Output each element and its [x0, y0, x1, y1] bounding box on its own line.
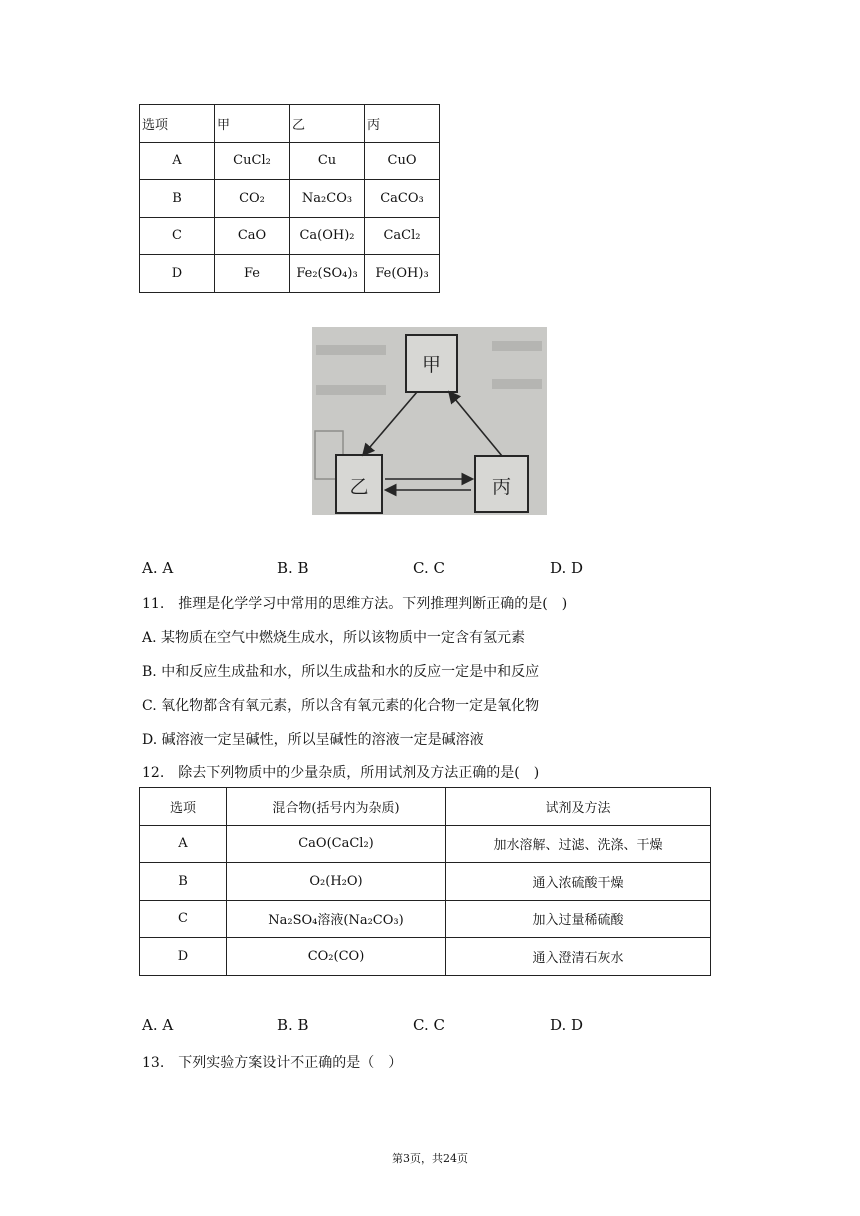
table-header-row [140, 788, 711, 826]
table-header-cell: 甲 [215, 105, 290, 143]
table-cell: D [140, 255, 215, 293]
table-cell: C [140, 900, 227, 938]
node-jia-label: 甲 [421, 354, 442, 376]
table-cell: A [140, 142, 215, 180]
table-row [140, 863, 711, 901]
table-cell: 加水溶解、过滤、洗涤、干燥 [446, 825, 711, 863]
table-row [140, 825, 711, 863]
table-cell: Na₂CO₃ [290, 180, 365, 218]
question-12-stem: 12. 除去下列物质中的少量杂质，所用试剂及方法正确的是( ) [142, 765, 540, 781]
table-cell: CuO [365, 142, 440, 180]
table-cell: CuCl₂ [215, 142, 290, 180]
option-d[interactable]: D. D [550, 1016, 584, 1034]
option-d[interactable]: D. D [550, 559, 584, 577]
table-header-cell: 选项 [140, 788, 227, 826]
table-cell: Na₂SO₄溶液(Na₂CO₃) [227, 900, 446, 938]
table-cell: D [140, 938, 227, 976]
table-header-cell: 丙 [365, 105, 440, 143]
table-cell: CaO(CaCl₂) [227, 825, 446, 863]
option-c[interactable]: C. C [413, 559, 445, 577]
table-row [140, 217, 440, 255]
table-cell: Fe(OH)₃ [365, 255, 440, 293]
option-b[interactable]: B. B [277, 1016, 309, 1034]
table-row [140, 900, 711, 938]
option-a[interactable]: A. A [142, 1016, 174, 1034]
table-header-cell: 乙 [290, 105, 365, 143]
table-header-cell: 试剂及方法 [446, 788, 711, 826]
table-cell: 通入澄清石灰水 [446, 938, 711, 976]
table-cell: 通入浓硫酸干燥 [446, 863, 711, 901]
table-cell: O₂(H₂O) [227, 863, 446, 901]
table-header-row [140, 105, 440, 143]
table-cell: C [140, 217, 215, 255]
node-yi-label: 乙 [349, 476, 369, 498]
table-cell: B [140, 180, 215, 218]
table-cell: CO₂(CO) [227, 938, 446, 976]
table-cell: 加入过量稀硫酸 [446, 900, 711, 938]
conversion-diagram [312, 327, 547, 515]
table-cell: CO₂ [215, 180, 290, 218]
table-header-cell: 选项 [140, 105, 215, 143]
table-row [140, 142, 440, 180]
table-cell: B [140, 863, 227, 901]
substance-table [139, 104, 440, 293]
question-11-choice-a[interactable]: A. 某物质在空气中燃烧生成水，所以该物质中一定含有氢元素 [142, 630, 526, 646]
question-11-choice-b[interactable]: B. 中和反应生成盐和水，所以生成盐和水的反应一定是中和反应 [142, 664, 540, 680]
table-header-cell: 混合物(括号内为杂质) [227, 788, 446, 826]
page-number: 第3页，共24页 [392, 1152, 468, 1165]
table-cell: CaCl₂ [365, 217, 440, 255]
table-cell: CaO [215, 217, 290, 255]
table-cell: A [140, 825, 227, 863]
answer-options-q10 [0, 559, 860, 581]
table-row [140, 255, 440, 293]
table-cell: CaCO₃ [365, 180, 440, 218]
question-13-stem: 13. 下列实验方案设计不正确的是（ ） [142, 1055, 403, 1071]
option-c[interactable]: C. C [413, 1016, 445, 1034]
table-row [140, 938, 711, 976]
table-cell: Fe [215, 255, 290, 293]
table-cell: Fe₂(SO₄)₃ [290, 255, 365, 293]
table-cell: Ca(OH)₂ [290, 217, 365, 255]
node-bing-label: 丙 [491, 476, 512, 498]
answer-options-q12 [0, 1016, 860, 1038]
option-a[interactable]: A. A [142, 559, 174, 577]
impurity-table [139, 787, 711, 976]
question-11-choice-d[interactable]: D. 碱溶液一定呈碱性，所以呈碱性的溶液一定是碱溶液 [142, 732, 484, 748]
option-b[interactable]: B. B [277, 559, 309, 577]
question-11-stem: 11. 推理是化学学习中常用的思维方法。下列推理判断正确的是( ) [142, 596, 568, 612]
table-row [140, 180, 440, 218]
question-11-choice-c[interactable]: C. 氧化物都含有氧元素，所以含有氧元素的化合物一定是氧化物 [142, 698, 540, 714]
table-cell: Cu [290, 142, 365, 180]
